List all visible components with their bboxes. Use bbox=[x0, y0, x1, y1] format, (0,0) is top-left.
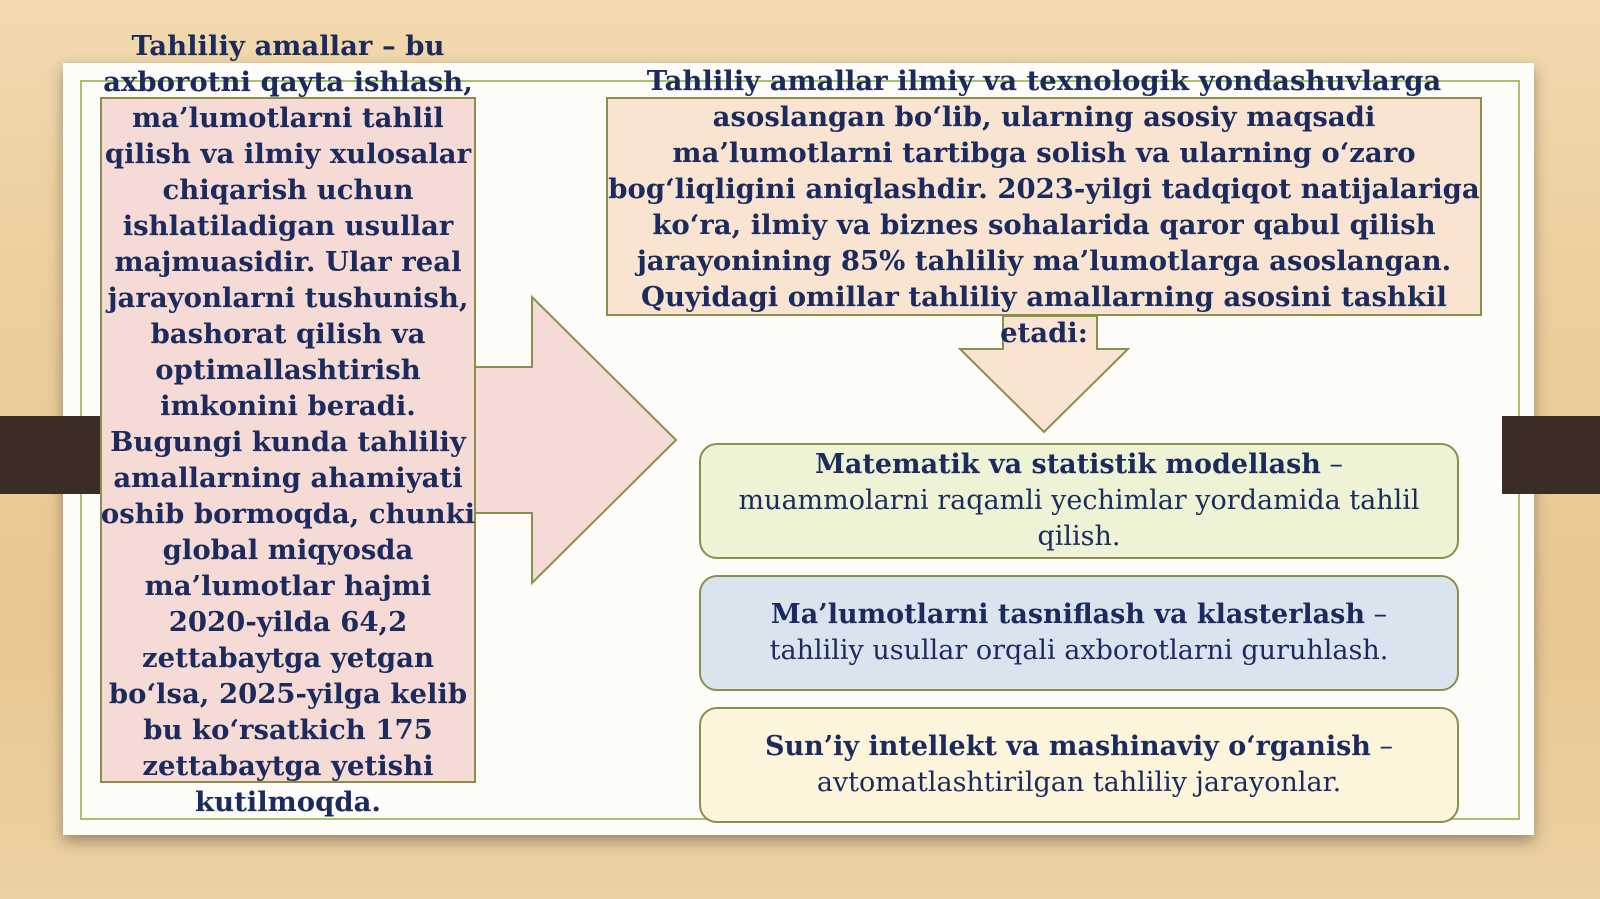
factor-description: avtomatlashtirilgan tahliliy jarayonlar. bbox=[816, 767, 1342, 798]
factor-card-ai bbox=[699, 707, 1459, 823]
factor-title: Ma’lumotlarni tasniflash va klasterlash bbox=[770, 599, 1365, 630]
factor-separator: – bbox=[1320, 449, 1343, 480]
factor-description: muammolarni raqamli yechimlar yordamida tahlil qilish. bbox=[738, 485, 1420, 552]
definition-text: Tahliliy amallar – bu axborotni qayta ishlash, ma’lumotlarni tahlil qilish va ilmiy xulosalar chiqarish uchun ishlatiladigan usullar majmuasidir. Ular real jarayonlarni tushunish, bashorat qilish va optimallashtirish imkonini beradi. Bugungi kunda tahliliy amallarning ahamiyati oshib bormoqda, chunki global miqyosda ma’lumotlar hajmi 2020-yilda 64,2 zettabaytga yetgan bo‘lsa, 2025-yilga kelib bu ko‘rsatkich 175 zettabaytga yetishi kutilmoqda. bbox=[100, 30, 476, 818]
factor-text bbox=[725, 597, 1433, 669]
factor-text bbox=[725, 447, 1433, 555]
factor-title: Sun’iy intellekt va mashinaviy o‘rganish bbox=[764, 731, 1371, 762]
factor-card-modelling bbox=[699, 443, 1459, 559]
summary-text: Tahliliy amallar ilmiy va texnologik yondashuvlarga asoslangan bo‘lib, ularning asosiy maqsadi ma’lumotlarni tartibga solish va ularning o‘zaro bog‘liqligini aniqlashdir. 2023-yilgi tadqiqot natijalariga ko‘ra, ilmiy va biznes sohalarida qaror qabul qilish jarayonining 85% tahliliy ma’lumotlarga asoslangan. Quyidagi omillar tahliliy amallarning asosini tashkil etadi: bbox=[608, 65, 1480, 349]
factor-text bbox=[725, 729, 1433, 801]
factor-title: Matematik va statistik modellash bbox=[814, 449, 1321, 480]
factor-card-classification bbox=[699, 575, 1459, 691]
factor-separator: – bbox=[1365, 599, 1388, 630]
factor-description: tahliliy usullar orqali axborotlarni guruhlash. bbox=[769, 635, 1389, 666]
factor-separator: – bbox=[1370, 731, 1394, 762]
